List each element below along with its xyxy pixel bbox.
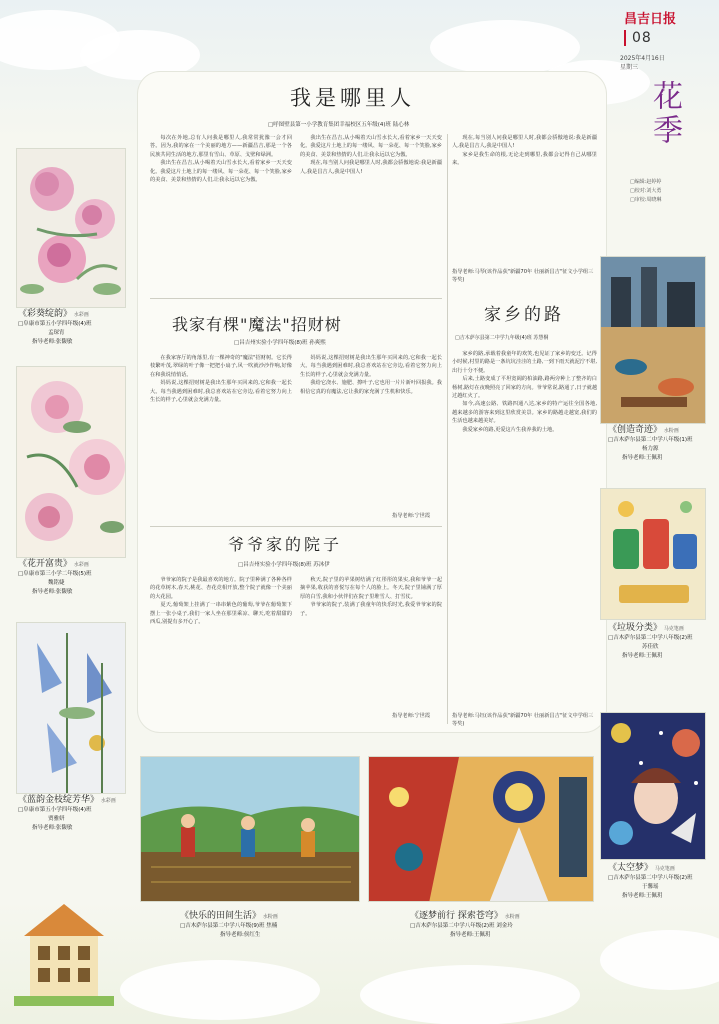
artwork-title: 《太空梦》 <box>608 863 654 873</box>
chase-dream-illustration <box>369 757 594 902</box>
paragraph: 夏天,葡萄架上挂满了一串串紫色的葡萄,爷爷在葡萄架下摆上一张小桌子,我们一家人坐在那里乘凉、聊天,吃着甜甜的西瓜,别提有多开心了。 <box>150 602 292 626</box>
artwork-student: 焦楠 <box>266 923 278 929</box>
cloud-decoration <box>120 960 320 1020</box>
artwork-teacher: 指导老师:张馥敏 <box>32 339 73 345</box>
editor-credits <box>630 178 700 205</box>
paragraph: 秋天,院子里的苹果树结满了红彤彤的果实,我和爷爷一起摘苹果,收获的喜悦写在每个人的脸上。冬天,院子里铺满了厚厚的白雪,我和小伙伴们在院子里堆雪人、打雪仗。 <box>300 577 442 600</box>
artwork-medium: 水彩画 <box>73 562 89 568</box>
artwork-teacher: 指导老师:侯红生 <box>220 932 261 938</box>
article-body <box>452 350 597 710</box>
article-body <box>150 354 292 522</box>
miracle-painting-illustration <box>601 257 706 424</box>
artwork-painting <box>16 366 126 558</box>
artwork-medium: 水粉画 <box>262 914 278 920</box>
paragraph: 在我家客厅的角落里,有一棵神奇的"魔法"招财树。它长得枝繁叶茂,翠绿的叶子像一把把小扇子,风一吹就沙沙作响,好像在和我说悄悄话。 <box>150 355 292 378</box>
artwork-school: □吉木萨尔县第二中学八年级(9)班 <box>180 923 265 929</box>
artwork-teacher: 指导老师:王佩玥 <box>622 893 663 899</box>
artwork-medium: 水粉画 <box>663 428 679 434</box>
issue-date <box>620 54 680 72</box>
artwork-title: 《蓝韵金枝绽芳华》 <box>18 795 100 805</box>
paragraph: 现在,每当别人问我是哪里人时,我都会骄傲地说:我是新疆人,我是昌吉人,我是中国人! <box>452 135 597 150</box>
artwork-student: 杨力源 <box>642 446 659 452</box>
article-body <box>150 576 292 724</box>
artwork-medium: 马克笔画 <box>663 626 684 632</box>
house-illustration <box>14 896 114 1006</box>
artwork-caption <box>18 560 136 597</box>
teacher-credit: 指导老师:马琴(该作品获"新疆70年 壮丽新昌吉"征文小学组三等奖) <box>452 269 594 283</box>
paragraph: 我出生在昌吉,从小喝着天山雪水长大,看着家乡一天天变化。我爱这片土地上的每一缕风、每一朵花、每一个笑脸,家乡的美食、美景和热情的人们,让我永远以它为傲。 <box>300 135 442 158</box>
artwork-title: 《彩葵绽韵》 <box>18 309 73 319</box>
artwork-teacher: 指导老师:张馥敏 <box>32 589 73 595</box>
cloud-decoration <box>600 930 719 990</box>
artwork-medium: 水彩画 <box>100 798 116 804</box>
artwork-student: 孟琛宵 <box>48 330 65 336</box>
artwork-painting <box>16 148 126 308</box>
peony-painting-illustration <box>17 149 126 308</box>
cloud-decoration <box>360 965 580 1024</box>
article-byline: □吉木萨尔县第二中学九年级(4)班 苏慧桐 <box>455 335 549 341</box>
teacher-credit: 指导老师:马钰(该作品获"新疆70年 壮丽新昌吉"征文中学组三等奖) <box>452 713 594 727</box>
artwork-painting <box>600 488 706 620</box>
credit-proofreader: □校对:刘大勇 <box>630 188 662 194</box>
divider <box>447 134 448 724</box>
artwork-painting <box>140 756 360 902</box>
artwork-caption <box>18 310 136 347</box>
artwork-caption <box>410 912 610 940</box>
artwork-school: □阜康市第五小学四年级(4)班 <box>18 321 92 327</box>
artwork-caption <box>608 864 716 901</box>
article-body <box>300 354 442 504</box>
artwork-student: 贾雅妍 <box>48 816 65 822</box>
paragraph: 每次在外地,总有人问我是哪里人,我常常犹豫一会才回答。因为,我的家在一个美丽的地方——新疆昌吉,那是一个各民族共同生活的地方,那里有雪山、草原、戈壁和绿洲。 <box>150 135 292 158</box>
artwork-caption <box>608 426 716 463</box>
artwork-caption <box>18 796 136 833</box>
artwork-painting <box>600 256 706 424</box>
article-title: 我是哪里人 <box>290 86 415 110</box>
paragraph: 现在,每当别人问我是哪里人时,我都会骄傲地说:我是新疆人,我是昌吉人,我是中国人! <box>300 160 442 175</box>
paragraph: 我给它浇水、施肥、擦叶子,它也用一片片新叶回报我。我相信它真的有魔法,它让我的家充满了生机和快乐。 <box>300 380 442 395</box>
paragraph: 家乡是我生命的根,无论走到哪里,我都会记得自己从哪里来。 <box>452 151 597 167</box>
article-body <box>300 576 442 708</box>
article-title: 我家有棵"魔法"招财树 <box>172 315 342 334</box>
article-byline: □昌吉州实验小学四年级(8)班 孙爽熙 <box>234 340 326 346</box>
artwork-teacher: 指导老师:王佩玥 <box>622 455 663 461</box>
article-body <box>452 134 597 264</box>
article-byline: □呼图壁县第一小学教育集团幸福校区五年级(4)班 陆心林 <box>268 122 410 128</box>
article-body <box>300 134 442 294</box>
flower-painting-illustration <box>17 367 126 558</box>
article-title: 爷爷家的院子 <box>228 535 343 554</box>
paragraph: 后来,土路变成了平坦宽阔的柏油路,路两旁种上了整齐的白杨树,路灯在夜晚照亮了回家的方向。爷爷常说,路通了,日子就越过越红火了。 <box>452 376 597 400</box>
paragraph: 我出生在昌吉,从小喝着天山雪水长大,看着家乡一天天变化。我爱这片土地上的每一缕风、每一朵花、每一个笑脸,家乡的美食、美景和热情的人们,让我永远以它为傲。 <box>150 160 292 184</box>
artwork-student: 刘金玲 <box>496 923 513 929</box>
paragraph: 爷爷家的院子是我最喜欢的地方。院子里种满了各种各样的花草树木,春天,桃花、杏花竞相开放,整个院子就像一个美丽的大花园。 <box>150 577 292 600</box>
artwork-student: 苏佳欣 <box>642 644 659 650</box>
garbage-sorting-illustration <box>601 489 706 620</box>
artwork-school: □吉木萨尔县第二中学八年级(1)班 <box>608 437 693 443</box>
divider <box>150 526 442 527</box>
artwork-teacher: 指导老师:张馥敏 <box>32 825 73 831</box>
teacher-credit: 指导老师:宁世霞 <box>392 713 431 719</box>
paragraph: 妈妈说,这棵招财树是我出生那年买回来的,它和我一起长大。每当我遇到困难时,我总喜欢站在它旁边,看着它努力向上生长的样子,心里就会充满力量。 <box>300 355 442 378</box>
paper-logo: 昌吉日报 <box>624 12 677 27</box>
artwork-student: 魏铭婕 <box>48 580 65 586</box>
artwork-caption <box>608 624 716 661</box>
artwork-title: 《创造奇迹》 <box>608 425 663 435</box>
field-life-illustration <box>141 757 360 902</box>
teacher-credit: 指导老师:宁世霞 <box>392 513 431 519</box>
divider <box>150 298 442 299</box>
artwork-painting <box>16 622 126 794</box>
artwork-school: □吉木萨尔县第二中学八年级(2)班 <box>608 635 693 641</box>
artwork-title: 《垃圾分类》 <box>608 623 663 633</box>
article-title: 家乡的路 <box>484 305 564 325</box>
artwork-painting <box>600 712 706 860</box>
artwork-student: 于馨瑶 <box>642 884 659 890</box>
article-body <box>150 134 292 294</box>
date-text: 2025年4月16日 <box>620 55 665 62</box>
section-title: 花季 <box>647 80 682 148</box>
credit-reviewer: □审校:周晓琳 <box>630 197 662 203</box>
article-byline: □昌吉州实验小学四年级(8)班 苏沐伊 <box>238 562 330 568</box>
artwork-medium: 水彩画 <box>73 312 89 318</box>
artwork-medium: 马克笔画 <box>654 866 675 872</box>
artwork-title: 《花开富贵》 <box>18 559 73 569</box>
artwork-school: □阜康市第三小学二年级(5)班 <box>18 571 92 577</box>
paragraph: 我爱家乡的路,更爱这片生我养我的土地。 <box>462 426 558 433</box>
artwork-title: 《快乐的田间生活》 <box>180 911 262 921</box>
artwork-caption <box>180 912 380 940</box>
artwork-teacher: 指导老师:王佩玥 <box>450 932 491 938</box>
artwork-school: □吉木萨尔县第二中学八年级(2)班 <box>410 923 495 929</box>
paragraph: 家乡的路,承载着我童年的欢笑,也见证了家乡的变迁。记得小时候,村里的路是一条坑坑洼洼的土路,一到下雨天就泥泞不堪,出行十分不便。 <box>452 351 597 374</box>
artwork-school: □吉木萨尔县第二中学八年级(2)班 <box>608 875 693 881</box>
weekday-text: 星期三 <box>620 64 639 71</box>
credit-editor: □编辑:赵婷婷 <box>630 179 662 185</box>
artwork-school: □阜康市第五小学四年级(4)班 <box>18 807 92 813</box>
artwork-teacher: 指导老师:王佩玥 <box>622 653 663 659</box>
paragraph: 爷爷家的院子,装满了我童年的快乐时光,我爱爷爷家的院子。 <box>300 602 442 617</box>
paragraph: 妈妈说,这棵招财树是我出生那年买回来的,它和我一起长大。每当我遇到困难时,我总喜欢站在它旁边,看着它努力向上生长的样子,心里就会充满力量。 <box>150 380 292 404</box>
artwork-title: 《逐梦前行 探索苍穹》 <box>410 911 503 921</box>
artwork-painting <box>368 756 594 902</box>
artwork-medium: 水粉画 <box>504 914 520 920</box>
space-dream-illustration <box>601 713 706 860</box>
paragraph: 如今,高速公路、铁路四通八达,家乡的特产运往全国各地,越来越多的游客来到这里欣赏美景。家乡的路越走越宽,我们的生活也越来越美好。 <box>452 401 597 425</box>
blue-flower-painting-illustration <box>17 623 126 794</box>
page-number: 08 <box>624 30 652 46</box>
